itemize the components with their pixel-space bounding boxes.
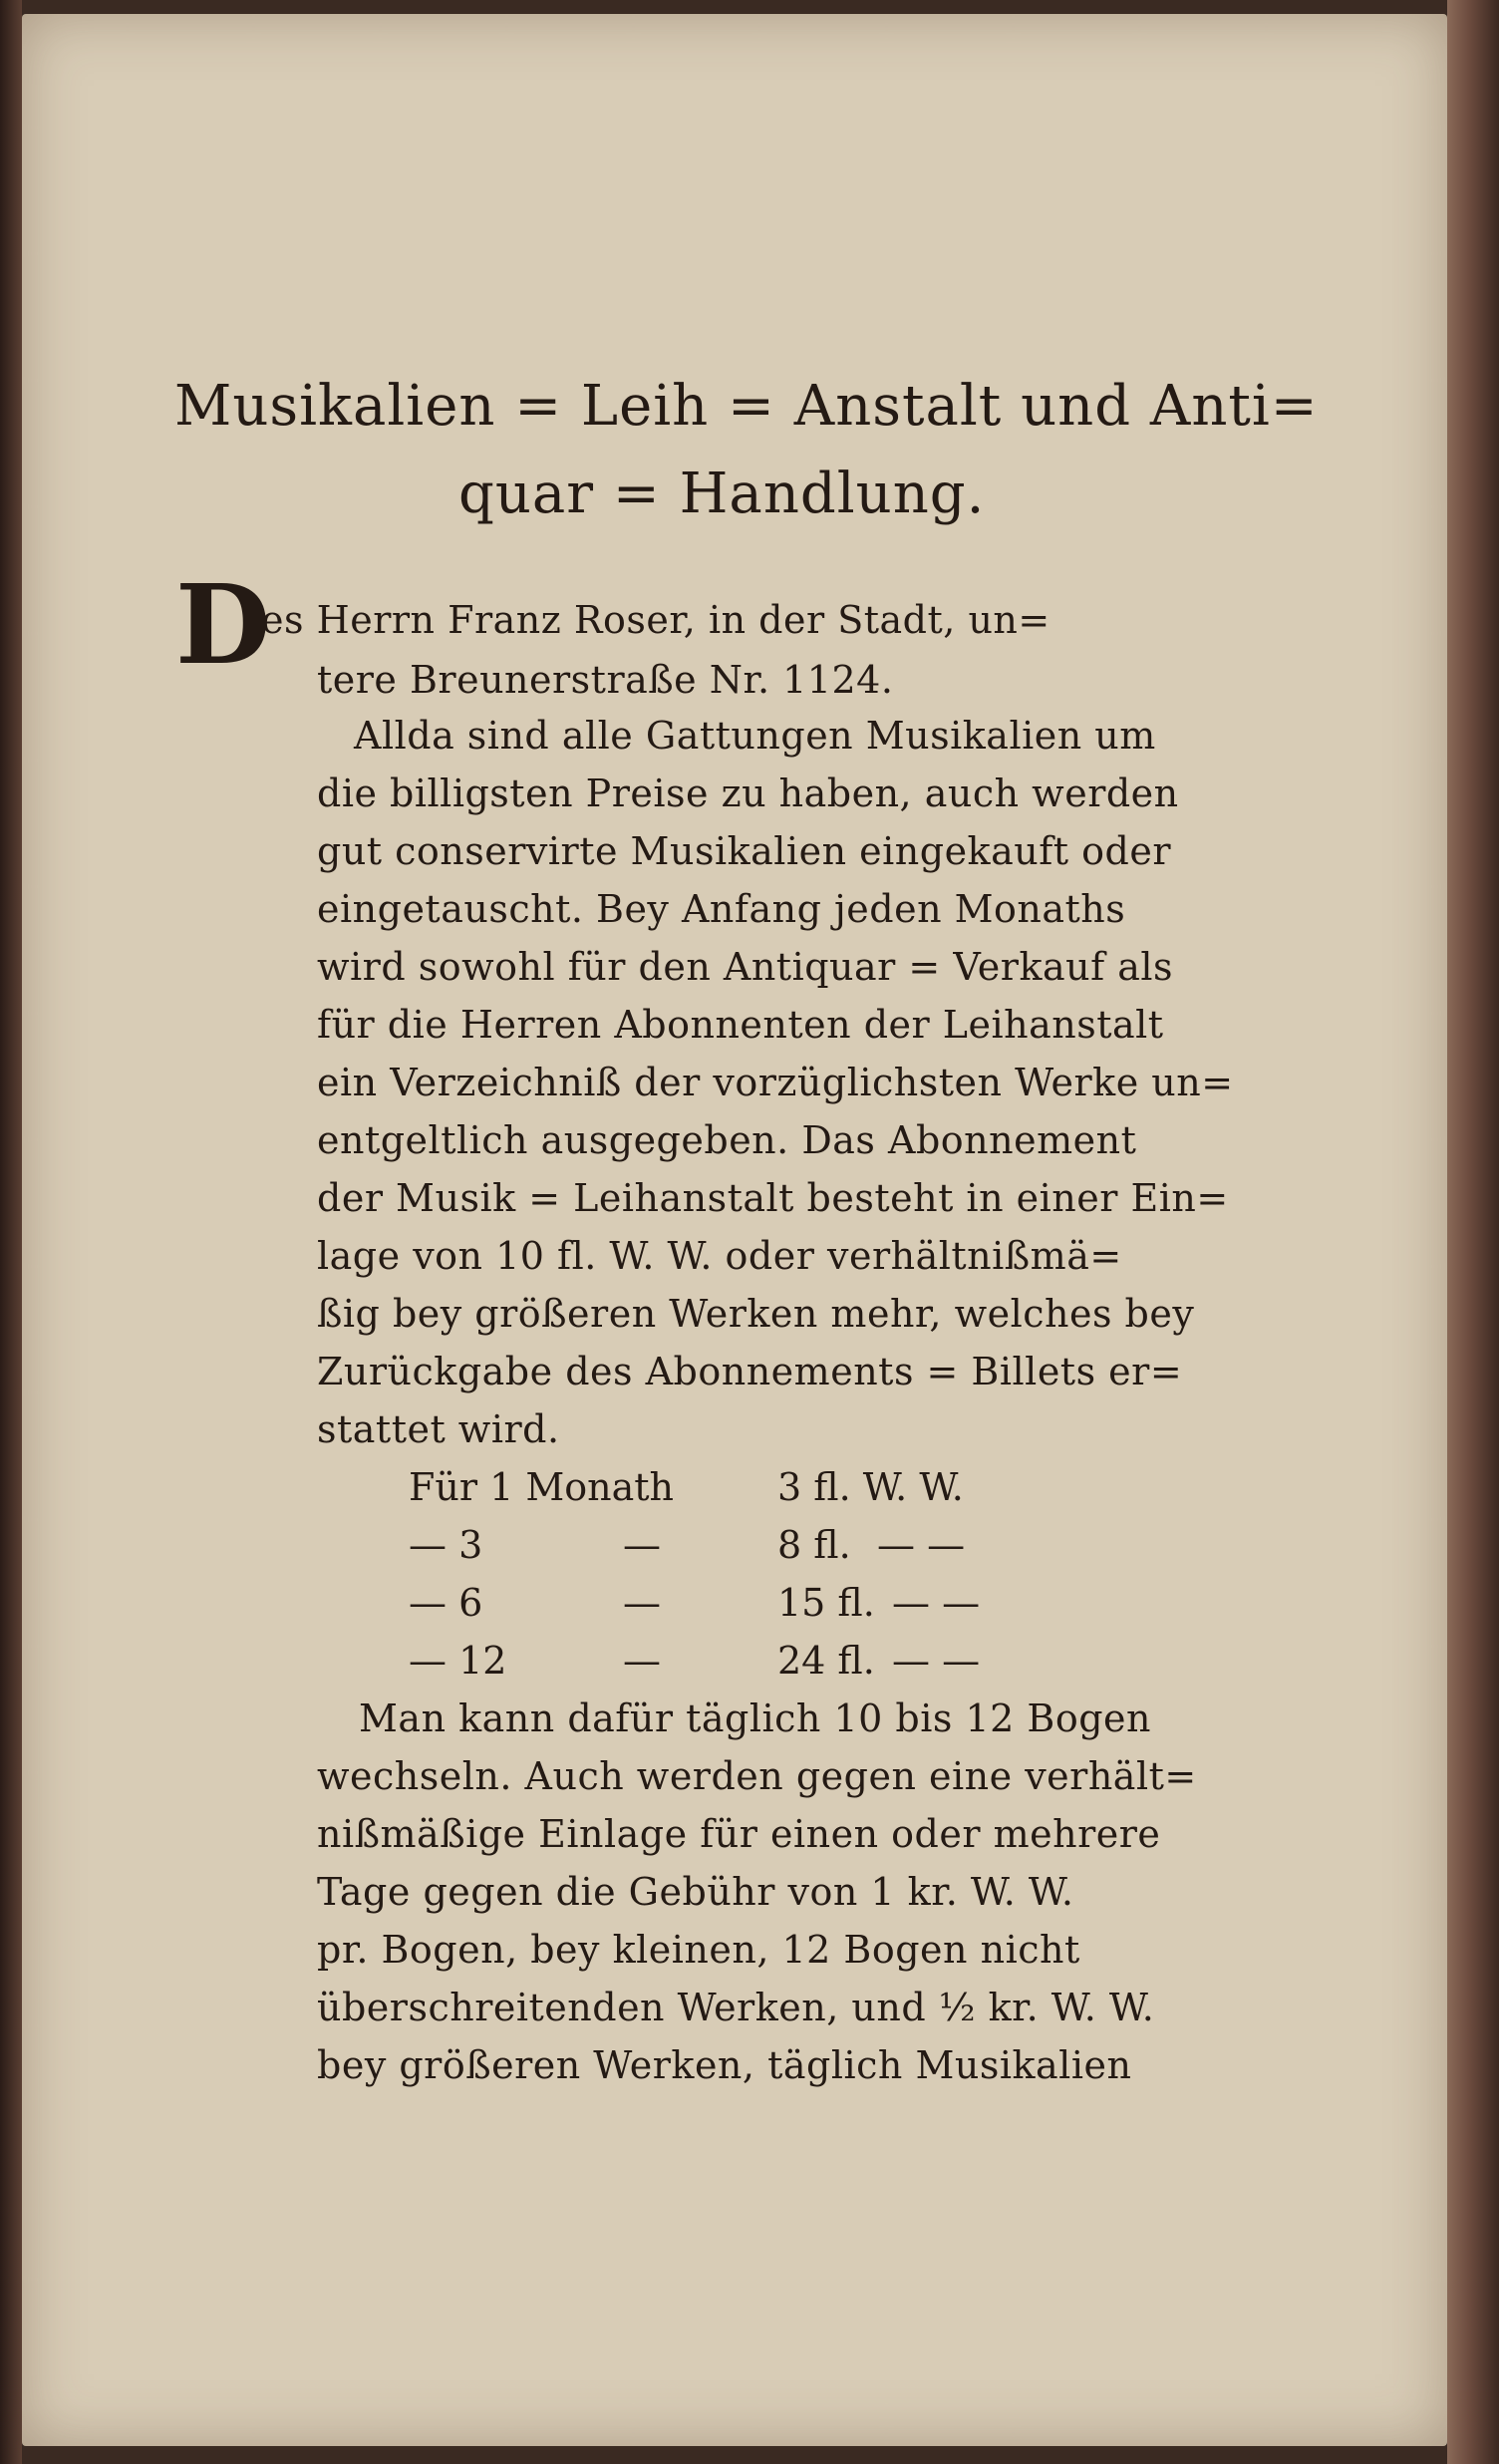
price-row-dash: — — bbox=[877, 1523, 966, 1567]
body-line: es Herrn Franz Roser, in der Stadt, un= bbox=[261, 598, 1050, 642]
body-line: der Musik = Leihanstalt besteht in einer Ein= bbox=[317, 1176, 1229, 1220]
body-line: eingetauscht. Bey Anfang jeden Monaths bbox=[317, 887, 1126, 931]
price-row-dash: — bbox=[623, 1581, 661, 1625]
price-row-period: — 3 bbox=[409, 1523, 483, 1567]
closing-line: überschreitenden Werken, und ½ kr. W. W. bbox=[317, 1986, 1155, 2029]
price-row-price: 8 fl. bbox=[777, 1523, 851, 1567]
price-row-price: 15 fl. bbox=[777, 1581, 875, 1625]
closing-line: Man kann dafür täglich 10 bis 12 Bogen bbox=[359, 1696, 1151, 1740]
body-line: die billigsten Preise zu haben, auch werden bbox=[317, 771, 1179, 815]
price-row-label: Für 1 Monath bbox=[409, 1465, 674, 1509]
closing-line: wechseln. Auch werden gegen eine verhält= bbox=[317, 1754, 1197, 1798]
price-row-dash: — bbox=[623, 1523, 661, 1567]
body-line: Allda sind alle Gattungen Musikalien um bbox=[354, 714, 1156, 758]
closing-line: Tage gegen die Gebühr von 1 kr. W. W. bbox=[317, 1870, 1074, 1914]
price-row-period: — 6 bbox=[409, 1581, 483, 1625]
price-row-dash: — bbox=[623, 1639, 661, 1683]
price-row-price: 24 fl. bbox=[777, 1639, 875, 1683]
body-line: Zurückgabe des Abonnements = Billets er= bbox=[317, 1350, 1183, 1393]
heading-line-1: Musikalien = Leih = Anstalt und Anti= bbox=[174, 374, 1319, 439]
price-row-dash: — — bbox=[892, 1581, 981, 1625]
price-row-value: 3 fl. W. W. bbox=[777, 1465, 964, 1509]
body-line: für die Herren Abonnenten der Leihanstalt bbox=[317, 1003, 1164, 1047]
body-line: tere Breunerstraße Nr. 1124. bbox=[317, 658, 894, 702]
body-line: ßig bey größeren Werken mehr, welches bey bbox=[317, 1292, 1195, 1336]
body-line: wird sowohl für den Antiquar = Verkauf als bbox=[317, 945, 1174, 989]
body-line: lage von 10 fl. W. W. oder verhältnißmä= bbox=[317, 1234, 1122, 1278]
price-row-period: — 12 bbox=[409, 1639, 507, 1683]
body-line: entgeltlich ausgegeben. Das Abonnement bbox=[317, 1118, 1137, 1162]
body-line: ein Verzeichniß der vorzüglichsten Werke un= bbox=[317, 1061, 1234, 1104]
drop-cap: D bbox=[175, 560, 271, 689]
body-line: stattet wird. bbox=[317, 1407, 560, 1451]
closing-line: pr. Bogen, bey kleinen, 12 Bogen nicht bbox=[317, 1928, 1080, 1972]
heading-line-2: quar = Handlung. bbox=[458, 462, 986, 526]
price-row-dash: — — bbox=[892, 1639, 981, 1683]
closing-line: nißmäßige Einlage für einen oder mehrere bbox=[317, 1812, 1161, 1856]
closing-line: bey größeren Werken, täglich Musikalien bbox=[317, 2043, 1132, 2087]
body-line: gut conservirte Musikalien eingekauft oder bbox=[317, 829, 1171, 873]
